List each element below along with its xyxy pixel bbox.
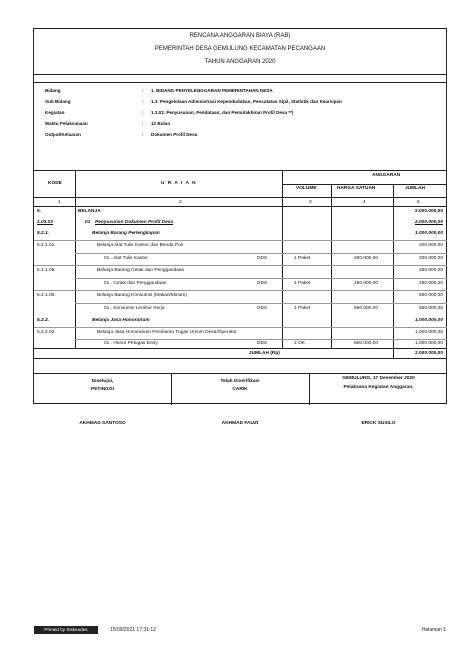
page-number: Halaman 1 <box>421 627 446 633</box>
row-harga: 200.000,00 <box>354 256 379 261</box>
col-number: 1 <box>58 200 61 205</box>
col-kode-header: KODE <box>48 181 62 186</box>
sig3-name: ERICK SUSILO <box>361 421 396 426</box>
row-kode: 5.2.2. <box>37 318 50 323</box>
row-jumlah: 1.000.000,00 <box>414 341 443 346</box>
col-number: 3 <box>309 200 312 205</box>
row-number: 01 <box>85 220 91 225</box>
row-uraian: 01 . Alat Tulis Kantor <box>104 256 148 261</box>
total-label: JUMLAH (Rp) <box>249 351 280 356</box>
row-uraian: Belanja Jasa Honorarium Pembantu Tugas Umum Desa/Operator <box>97 330 237 335</box>
row-kode: 1.03.02 <box>37 220 54 225</box>
row-kode: 5.2.1.06. <box>37 293 56 298</box>
row-uraian: Belanja Barang Cetak dan Penggandaan <box>97 268 185 273</box>
row-jumlah: 550.000,00 <box>418 293 443 298</box>
row-uraian: 01 . Cetak dan Penggandaan <box>104 281 167 286</box>
row-jumlah: 1.000.000,00 <box>414 231 443 236</box>
info-label: Output/Keluaran <box>45 132 81 137</box>
sig1-title: Disetujui, <box>91 379 114 384</box>
col-divider <box>282 171 283 184</box>
row-uraian: Penyusunan Dokumen Profil Desa <box>95 220 174 225</box>
doc-year: TAHUN ANGGARAN 2020 <box>204 59 276 65</box>
col-divider <box>75 171 76 348</box>
row-volume: 1 Paket <box>294 281 311 286</box>
row-jumlah: 2.000.000,00 <box>414 220 443 225</box>
info-value: 12 Bulan <box>151 121 171 126</box>
row-jumlah: 250.000,00 <box>418 268 443 273</box>
info-value: 1. BIDANG PENYELENGGARAN PEMERINTAHAN DESA <box>151 88 273 93</box>
row-kode: 5. <box>37 209 42 214</box>
row-uraian: Belanja Barang Konsumsi (Makan/Minum) <box>97 293 187 298</box>
col-number: 2 <box>179 200 182 205</box>
row-divider <box>34 206 447 207</box>
row-jumlah: 250.000,00 <box>418 281 443 286</box>
col-divider <box>282 184 283 348</box>
sig2-title: Telah Diverifikasi <box>220 379 260 384</box>
col-anggaran-header: ANGGARAN <box>372 173 401 178</box>
row-harga: 500.000,00 <box>354 341 379 346</box>
activity-info: Bidang : 1. BIDANG PENYELENGGARAN PEMERINTAHAN DESA Sub Bidang : 1.3. Pengelolaan Administrasi Kependudukan, Pencatatan Sipil, Statistik dan Kearsipan Kegiatan : 1.3.02. Penyusunan, Pendataan, dan Pemutakhiran Profil Desa **) Waktu Pelaksanaan : 12 Bulan Output/Keluaran : Dokumen Profil Desa <box>34 83 446 171</box>
sig1-role: PETINGGI <box>91 387 114 392</box>
sig3-date: GEMULUNG, 17 Desember 2020 <box>342 376 415 381</box>
info-value: 1.3.02. Penyusunan, Pendataan, dan Pemutakhiran Profil Desa **) <box>151 110 294 115</box>
row-harga: 250.000,00 <box>354 281 379 286</box>
row-volume: 1 Paket <box>294 256 311 261</box>
row-kode: 5.2.1.05. <box>37 268 56 273</box>
col-number: 4 <box>363 200 366 205</box>
info-label: Sub Bidang <box>45 99 71 104</box>
info-label: Bidang <box>45 88 61 93</box>
row-sumber: DDS <box>257 341 268 346</box>
row-jumlah: 1.000.000,00 <box>414 330 443 335</box>
row-uraian: Belanja Alat Tulis Kantor dan Benda Pos <box>97 243 184 248</box>
sig3-role: Pelaksana Kegiatan Anggaran, <box>343 385 414 390</box>
printed-by-badge: Printed by Siskeudes <box>34 626 98 634</box>
row-jumlah: 1.000.000,00 <box>414 318 443 323</box>
row-volume: 2 OK <box>294 341 305 346</box>
row-uraian: BELANJA <box>78 209 101 214</box>
row-jumlah: 200.000,00 <box>418 243 443 248</box>
row-uraian: 01 . Honor Petugas Entry <box>104 341 158 346</box>
document-header <box>34 29 446 75</box>
col-harga-header: HARGA SATUAN <box>337 186 376 191</box>
info-label: Waktu Pelaksanaan <box>45 121 88 126</box>
row-sumber: DDS <box>257 256 268 261</box>
print-timestamp: 15/09/2021 17:31:12 <box>110 627 156 633</box>
info-value: 1.3. Pengelolaan Administrasi Kependudukan, Pencatatan Sipil, Statistik dan Kearsipan <box>151 99 342 104</box>
sig2-role: CARIK <box>232 387 248 392</box>
row-uraian: Belanja Barang Perlengkapan <box>92 231 160 236</box>
rab-document <box>33 28 447 426</box>
sig2-name: AKHMAD FAUZI <box>221 421 259 426</box>
row-kode: 5.2.2.02. <box>37 330 56 335</box>
col-divider <box>331 184 332 348</box>
row-jumlah: 550.000,00 <box>418 306 443 311</box>
col-jumlah-header: JUMLAH <box>405 186 425 191</box>
row-volume: 1 Paket <box>294 306 311 311</box>
row-uraian: 01 . Konsumsi Lembur Kerja <box>104 306 165 311</box>
row-uraian: Belanja Jasa Honorarium <box>92 318 150 323</box>
info-value: Dokumen Profil Desa <box>151 132 198 137</box>
col-number: 5 <box>417 200 420 205</box>
info-label: Kegiatan <box>45 110 65 115</box>
sig1-name: AKHMAD SANTOSO <box>79 421 126 426</box>
col-volume-header: VOLUME <box>296 186 317 191</box>
row-sumber: DDS <box>257 306 268 311</box>
row-kode: 5.2.1. <box>37 231 50 236</box>
row-kode: 5.2.1.01. <box>37 243 56 248</box>
row-harga: 550.000,00 <box>354 306 379 311</box>
col-divider <box>393 184 394 348</box>
doc-subtitle: PEMERINTAH DESA GEMULUNG KECAMATAN PECANGAAN <box>154 46 326 52</box>
doc-title: RENCANA ANGGARAN BIAYA (RAB) <box>189 33 291 39</box>
col-uraian-header: U R A I A N <box>161 181 197 186</box>
spacer-row <box>34 75 446 83</box>
row-divider <box>282 184 447 185</box>
row-sumber: DDS <box>257 281 268 286</box>
row-jumlah: 200.000,00 <box>418 256 443 261</box>
total-value: 2.000.000,00 <box>414 351 443 356</box>
row-jumlah: 2.000.000,00 <box>414 209 443 214</box>
